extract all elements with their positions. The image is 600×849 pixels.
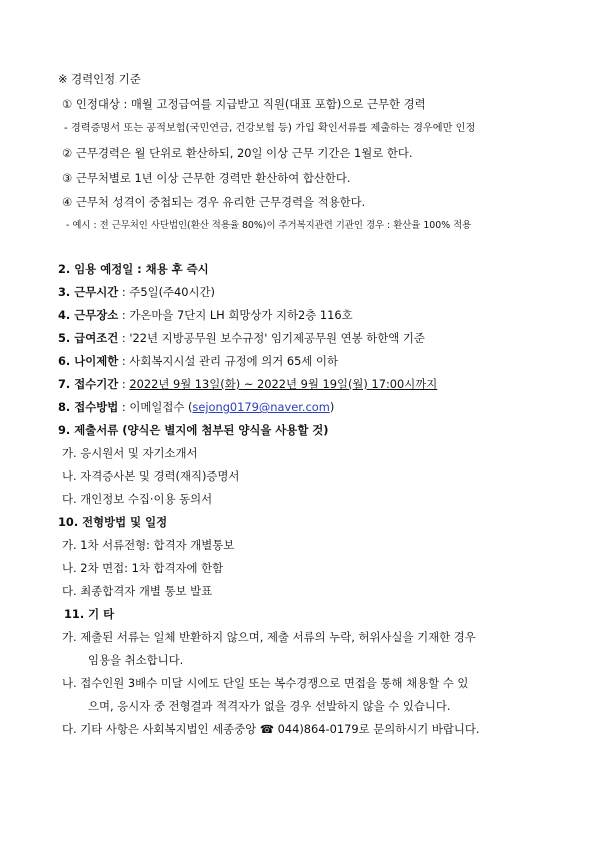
- section-start-date: 2. 임용 예정일 : 채용 후 즉시: [58, 262, 209, 276]
- section-value: : 사회복지시설 관리 규정에 의거 65세 이하: [118, 354, 338, 368]
- section-label: 6. 나이제한: [58, 354, 119, 368]
- section-work-hours: [58, 285, 215, 299]
- documents-item-3: 다. 개인정보 수집·이용 동의서: [62, 492, 213, 506]
- career-criteria-title: ※ 경력인정 기준: [58, 72, 141, 86]
- section-selection: 10. 전형방법 및 일정: [58, 515, 168, 529]
- documents-item-2: 나. 자격증사본 및 경력(재직)증명서: [62, 469, 240, 483]
- section-label: 8. 접수방법: [58, 400, 119, 414]
- section-salary: [58, 331, 425, 345]
- career-item-1: ① 인정대상 : 매월 고정급여를 지급받고 직원(대표 포함)으로 근무한 경력: [62, 97, 426, 111]
- selection-item-1: 가. 1차 서류전형: 합격자 개별통보: [62, 538, 235, 552]
- section-age-limit: [58, 354, 338, 368]
- selection-item-2: 나. 2차 면접: 1차 합격자에 한함: [62, 561, 224, 575]
- section-value: : 가온마을 7단지 LH 희망상가 지하2층 116호: [118, 308, 353, 322]
- section-label: 4. 근무장소: [58, 308, 119, 322]
- other-item-3: 다. 기타 사항은 사회복지법인 세종중앙 ☎ 044)864-0179로 문의하시기 바랍니다.: [62, 722, 480, 736]
- section-documents: 9. 제출서류 (양식은 별지에 첨부된 양식을 사용할 것): [58, 423, 329, 437]
- section-value-close: ): [329, 400, 335, 414]
- career-item-3: ③ 근무처별로 1년 이상 근무한 경력만 환산하여 합산한다.: [62, 171, 351, 185]
- section-label: 7. 접수기간: [58, 377, 119, 391]
- other-item-1: 가. 제출된 서류는 일체 반환하지 않으며, 제출 서류의 누락, 허위사실을 기재한 경우: [62, 630, 476, 644]
- career-item-1-note: - 경력증명서 또는 공적보험(국민연금, 건강보험 등) 가입 확인서류를 제출하는 경우에만 인정: [64, 123, 476, 134]
- section-sep: :: [118, 377, 130, 391]
- email-link[interactable]: sejong0179@naver.com: [192, 400, 330, 414]
- section-work-place: [58, 308, 353, 322]
- other-item-1-cont: 임용을 취소합니다.: [88, 653, 184, 667]
- application-period-value: 2022년 9월 13일(화) ~ 2022년 9월 19일(월) 17:00시까지: [129, 377, 438, 391]
- career-item-4: ④ 근무처 성격이 중첩되는 경우 유리한 근무경력을 적용한다.: [62, 195, 366, 209]
- other-item-2-cont: 으며, 응시자 중 전형결과 적격자가 없을 경우 선발하지 않을 수 있습니다.: [88, 699, 451, 713]
- section-value: : 이메일접수 (: [118, 400, 193, 414]
- section-label: 5. 급여조건: [58, 331, 119, 345]
- selection-item-3: 다. 최종합격자 개별 통보 발표: [62, 584, 213, 598]
- section-value: : '22년 지방공무원 보수규정' 임기제공무원 연봉 하한액 기준: [118, 331, 425, 345]
- career-item-4-example: - 예시 : 전 근무처인 사단법인(환산 적용율 80%)이 주거복지관련 기관인 경우 : 환산율 100% 적용: [66, 220, 472, 231]
- section-other: 11. 기 타: [64, 607, 115, 621]
- documents-item-1: 가. 응시원서 및 자기소개서: [62, 446, 198, 460]
- section-label: 3. 근무시간: [58, 285, 119, 299]
- career-item-2: ② 근무경력은 월 단위로 환산하되, 20일 이상 근무 기간은 1월로 한다.: [62, 146, 413, 160]
- section-application-period: [58, 377, 437, 391]
- other-item-2: 나. 접수인원 3배수 미달 시에도 단일 또는 복수경쟁으로 면접을 통해 채용할 수 있: [62, 676, 469, 690]
- section-application-method: [58, 400, 334, 414]
- section-value: : 주5일(주40시간): [118, 285, 215, 299]
